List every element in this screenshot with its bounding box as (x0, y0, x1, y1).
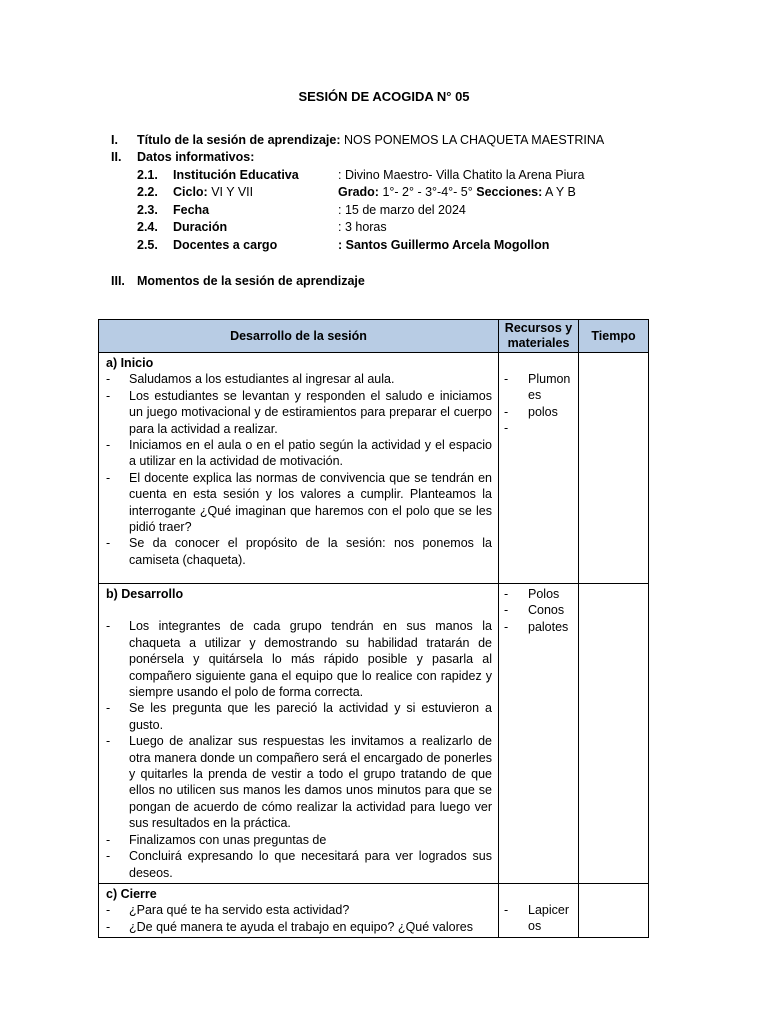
section-3-numeral: III. (111, 274, 125, 288)
session-title-value: NOS PONEMOS LA CHAQUETA MAESTRINA (340, 133, 605, 147)
list-item: - Se da conocer el propósito de la sesión: nos ponemos la camiseta (chaqueta). (106, 535, 492, 568)
session-title-line (137, 133, 604, 147)
list-item: - Los estudiantes se levantan y responden el saludo e iniciamos un juego motivacional y de estiramientos para preparar el cuerpo para la actividad a realizar. (106, 388, 492, 437)
info-num: 2.5. (137, 238, 158, 252)
session-title-label: Título de la sesión de aprendizaje: (137, 133, 341, 147)
resource-item: - polos (504, 404, 574, 420)
info-value-docentes: : Santos Guillermo Arcela Mogollon (338, 238, 550, 252)
table-row (99, 353, 649, 584)
development-cell (99, 353, 499, 584)
development-cell (99, 883, 499, 937)
resources-cell (499, 584, 579, 884)
section-2-numeral: II. (111, 150, 122, 164)
info-label-fecha: Fecha (173, 203, 210, 217)
list-item: - Saludamos a los estudiantes al ingresar al aula. (106, 371, 492, 387)
info-num: 2.4. (137, 220, 158, 234)
time-cell (579, 883, 649, 937)
list-item: - ¿Para qué te ha servido esta actividad? (106, 902, 492, 918)
info-num: 2.1. (137, 168, 158, 182)
resource-item: - Polos (504, 586, 574, 602)
time-cell (579, 353, 649, 584)
table-row (99, 883, 649, 937)
info-grado-secciones: Grado: 1°- 2° - 3°-4°- 5° Secciones: A Y B (338, 185, 576, 199)
table-header-row (99, 320, 649, 353)
row-heading-cierre: c) Cierre (106, 886, 157, 901)
resources-cell (499, 353, 579, 584)
header-desarrollo: Desarrollo de la sesión (99, 320, 499, 353)
list-item: - ¿De qué manera te ayuda el trabajo en equipo? ¿Qué valores (106, 919, 492, 935)
row-heading-desarrollo: b) Desarrollo (106, 587, 184, 601)
resource-item: - Lapiceros (504, 902, 574, 935)
list-item: - Concluirá expresando lo que necesitará para ver logrados sus deseos. (106, 848, 492, 881)
info-value-duracion: : 3 horas (338, 220, 387, 234)
list-item: - Luego de analizar sus respuestas les invitamos a realizarlo de otra manera donde un compañero será el encargado de ponerles y quitarles la prenda de vestir a todo el grupo tratando de que ellos no utilicen sus manos les damos unos minutos para que se pongan de acuerdo de cómo realizar la actividad para luego ver sus resultados en la práctica. (106, 733, 492, 831)
info-value-fecha: : 15 de marzo del 2024 (338, 203, 466, 217)
session-table (98, 319, 649, 938)
info-num: 2.3. (137, 203, 158, 217)
list-item: - El docente explica las normas de convivencia que se tendrán en cuenta en esta sesión y los valores a cumplir. Planteamos la interrogante ¿Qué imaginan que haremos con el polo que se les pidió traer? (106, 470, 492, 536)
moments-heading: Momentos de la sesión de aprendizaje (137, 274, 365, 288)
header-tiempo: Tiempo (579, 320, 649, 353)
development-cell (99, 584, 499, 884)
list-item: - Iniciamos en el aula o en el patio según la actividad y el espacio a utilizar en la actividad de motivación. (106, 437, 492, 470)
document-title: SESIÓN DE ACOGIDA N° 05 (298, 89, 470, 104)
info-num: 2.2. (137, 185, 158, 199)
resource-item: - palotes (504, 619, 574, 635)
resource-item: - Conos (504, 602, 574, 618)
header-recursos: Recursos y materiales (499, 320, 579, 353)
info-heading: Datos informativos: (137, 150, 255, 164)
info-label-docentes: Docentes a cargo (173, 238, 278, 252)
section-1-numeral: I. (111, 133, 118, 147)
resource-item: - Plumones (504, 371, 574, 404)
table-row (99, 584, 649, 884)
row-heading-inicio: a) Inicio (106, 356, 154, 370)
info-label-institucion: Institución Educativa (173, 168, 299, 182)
time-cell (579, 584, 649, 884)
info-ciclo: Ciclo: VI Y VII (173, 185, 254, 199)
list-item: - Finalizamos con unas preguntas de (106, 832, 492, 848)
list-item: - Los integrantes de cada grupo tendrán en sus manos la chaqueta a utilizar y demostrando su habilidad tratarán de ponérsela y quitársela lo más rápido posible y pasarla al compañero siguiente gana el equipo que lo realice con rapidez y siempre usando el polo de forma correcta. (106, 618, 492, 700)
list-item: - Se les pregunta que les pareció la actividad y si estuvieron a gusto. (106, 700, 492, 733)
info-label-duracion: Duración (173, 220, 228, 234)
info-value-institucion: : Divino Maestro- Villa Chatito la Arena Piura (338, 168, 585, 182)
resources-cell (499, 883, 579, 937)
